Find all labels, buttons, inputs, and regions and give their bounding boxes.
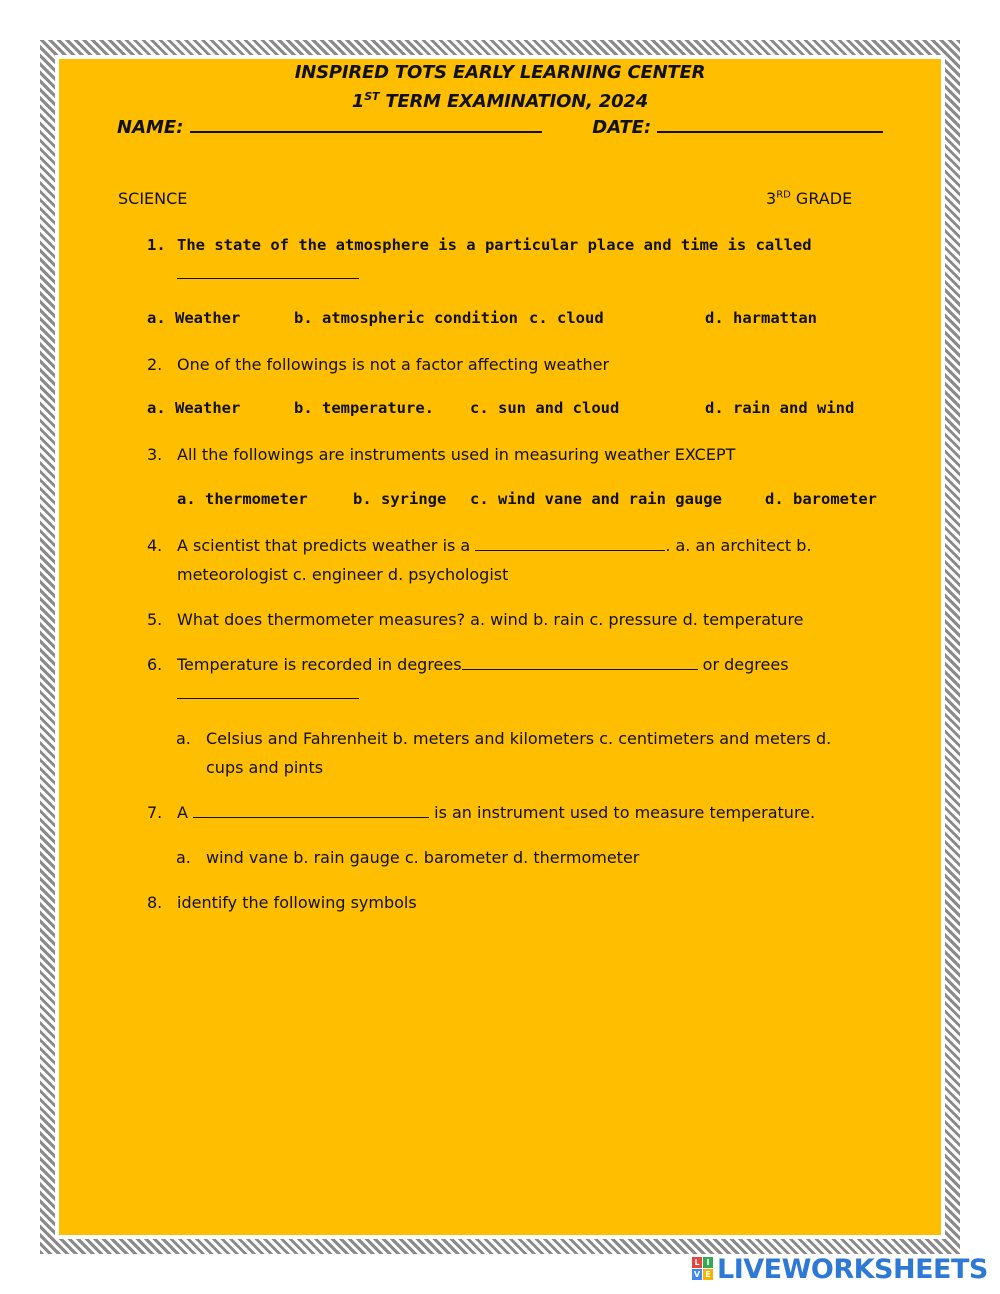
date-blank[interactable] bbox=[657, 117, 883, 133]
question-number: 6. bbox=[147, 655, 163, 674]
question-number: 5. bbox=[147, 610, 163, 629]
question-text-start: Temperature is recorded in degrees bbox=[177, 655, 462, 674]
options-line-1: wind vane b. rain gauge c. barometer d. thermometer bbox=[206, 848, 640, 867]
question-text-continued: meteorologist c. engineer d. psychologist bbox=[177, 565, 509, 584]
question-number: 8. bbox=[147, 893, 163, 912]
question-number: 4. bbox=[147, 536, 163, 555]
logo-badge-icon bbox=[692, 1257, 714, 1281]
question-text-start: A bbox=[177, 803, 194, 822]
option-letter: a. bbox=[176, 729, 191, 748]
q3-option-c[interactable]: c. wind vane and rain gauge bbox=[470, 490, 722, 508]
question-text: All the followings are instruments used in measuring weather EXCEPT bbox=[177, 445, 736, 464]
answer-blank-2[interactable] bbox=[177, 684, 359, 699]
question-text: identify the following symbols bbox=[177, 893, 417, 912]
grade-superscript: RD bbox=[776, 189, 791, 201]
name-blank[interactable] bbox=[190, 117, 542, 133]
question-text-end: or degrees bbox=[697, 655, 789, 674]
logo-badge-letter: V bbox=[693, 1270, 701, 1279]
question-number: 7. bbox=[147, 803, 163, 822]
subject-label: SCIENCE bbox=[118, 189, 188, 208]
options-line-1: Celsius and Fahrenheit b. meters and kilometers c. centimeters and meters d. bbox=[206, 729, 832, 748]
q1-option-d[interactable]: d. harmattan bbox=[705, 309, 817, 327]
exam-title bbox=[59, 90, 941, 112]
logo-badge-letter: L bbox=[692, 1257, 702, 1268]
question-text-end: is an instrument used to measure temperature. bbox=[429, 803, 816, 822]
school-name: INSPIRED TOTS EARLY LEARNING CENTER bbox=[294, 62, 706, 83]
question-number: 1. bbox=[147, 236, 166, 254]
question-text: The state of the atmosphere is a particular place and time is called bbox=[177, 236, 812, 254]
date-label: DATE: bbox=[592, 117, 652, 138]
q3-option-b[interactable]: b. syringe bbox=[353, 490, 447, 508]
q3-option-a[interactable]: a. thermometer bbox=[177, 490, 308, 508]
question-number: 3. bbox=[147, 445, 163, 464]
logo-text: LIVEWORKSHEETS bbox=[717, 1254, 988, 1285]
logo-badge-letter: E bbox=[703, 1269, 713, 1280]
answer-blank[interactable] bbox=[193, 803, 429, 818]
q3-option-d[interactable]: d. barometer bbox=[765, 490, 877, 508]
q2-option-b[interactable]: b. temperature. bbox=[294, 399, 434, 417]
option-letter: a. bbox=[176, 848, 191, 867]
question-number: 2. bbox=[147, 355, 163, 374]
q2-option-c[interactable]: c. sun and cloud bbox=[470, 399, 620, 417]
exam-page bbox=[59, 59, 941, 1235]
options-line-2: cups and pints bbox=[206, 758, 324, 777]
grade-number: 3 bbox=[766, 189, 777, 208]
answer-blank[interactable] bbox=[475, 536, 665, 551]
logo-badge-letter: I bbox=[703, 1257, 713, 1268]
grade-rest: GRADE bbox=[790, 189, 853, 208]
liveworksheets-logo[interactable] bbox=[692, 1256, 992, 1284]
term-title-rest: TERM EXAMINATION, 2024 bbox=[379, 91, 649, 112]
answer-blank-1[interactable] bbox=[462, 655, 698, 670]
q2-option-a[interactable]: a. Weather bbox=[147, 399, 241, 417]
grade-label bbox=[766, 189, 852, 208]
question-text: What does thermometer measures? a. wind b. rain c. pressure d. temperature bbox=[177, 610, 804, 629]
q1-option-c[interactable]: c. cloud bbox=[529, 309, 604, 327]
name-label: NAME: bbox=[117, 117, 184, 138]
q2-option-d[interactable]: d. rain and wind bbox=[705, 399, 855, 417]
answer-blank[interactable] bbox=[177, 264, 359, 279]
question-text: One of the followings is not a factor affecting weather bbox=[177, 355, 610, 374]
question-text-end: . a. an architect b. bbox=[665, 536, 812, 555]
question-text-start: A scientist that predicts weather is a bbox=[177, 536, 476, 555]
term-number: 1 bbox=[351, 91, 365, 112]
q1-option-b[interactable]: b. atmospheric condition bbox=[294, 309, 518, 327]
q1-option-a[interactable]: a. Weather bbox=[147, 309, 241, 327]
term-superscript: ST bbox=[364, 90, 380, 103]
name-date-row bbox=[117, 117, 883, 138]
